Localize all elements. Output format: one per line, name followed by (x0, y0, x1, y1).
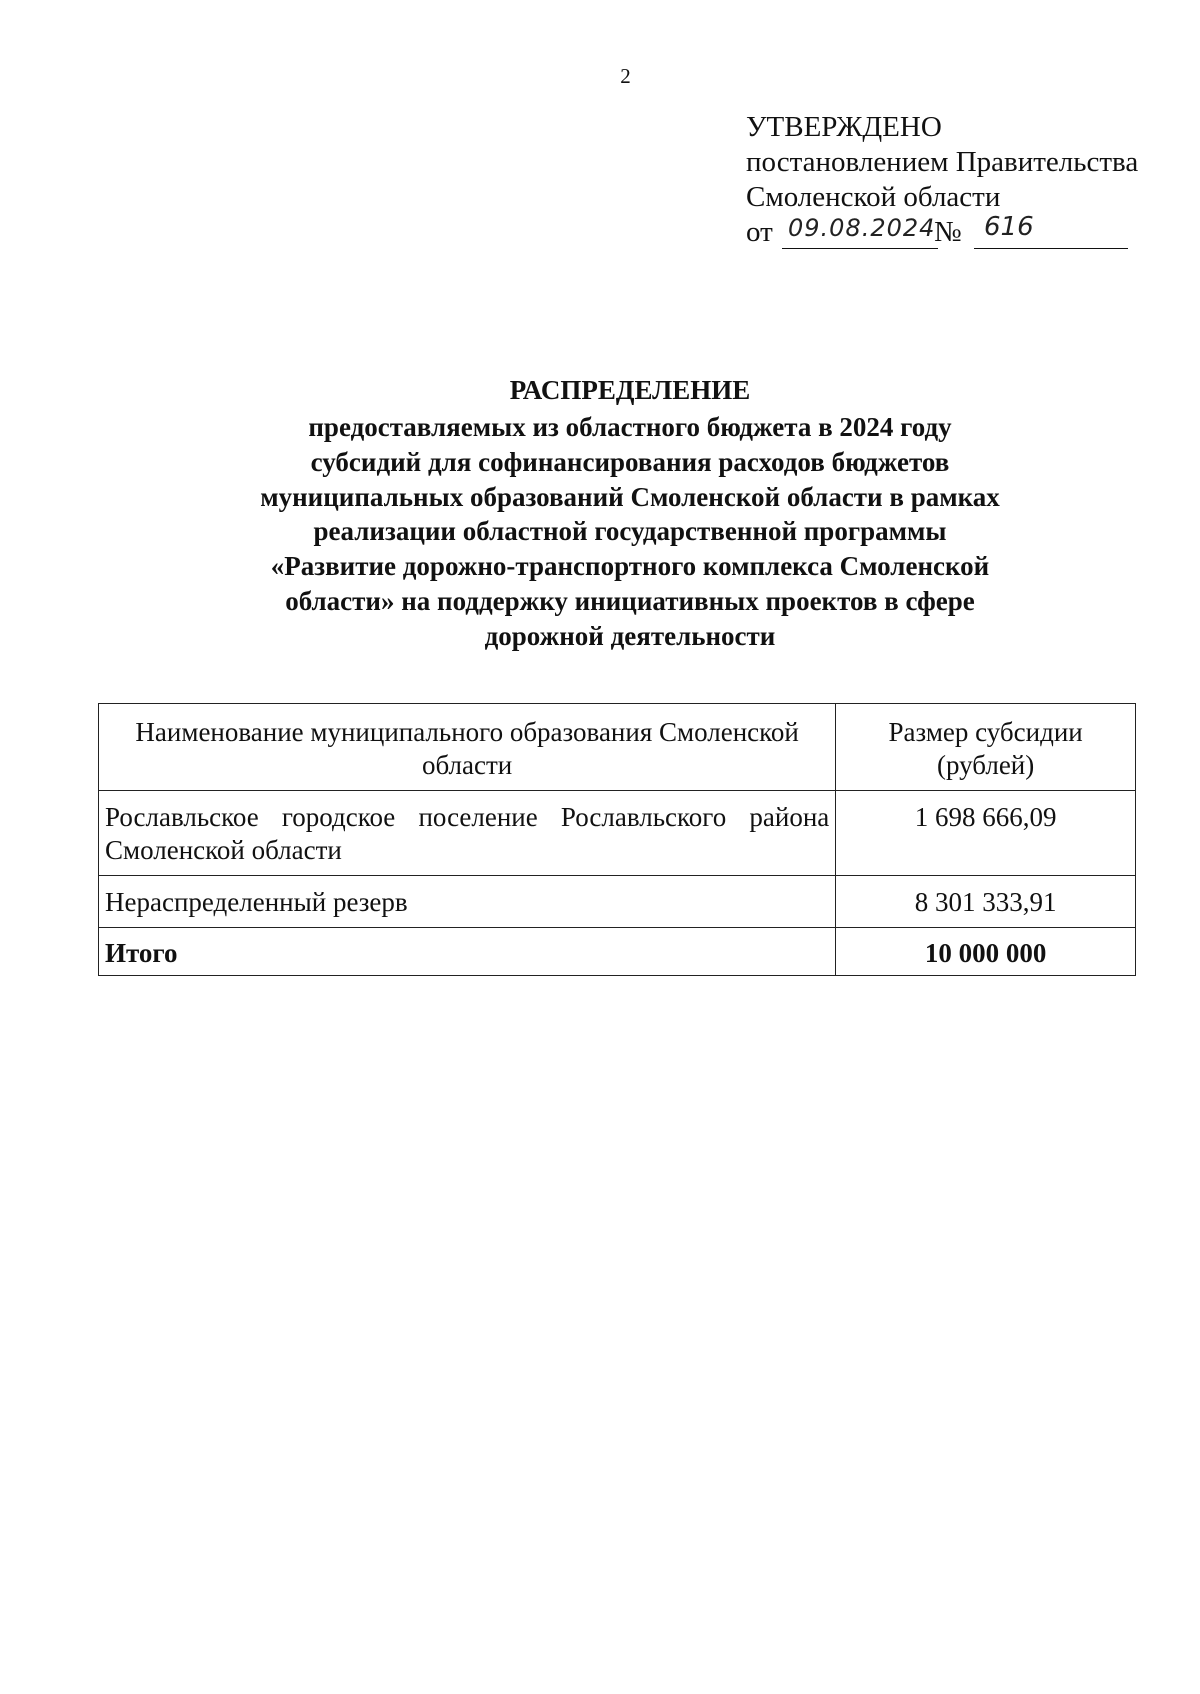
approval-line-1: постановлением Правительства (746, 146, 1139, 178)
date-underline (782, 248, 938, 249)
total-amount: 10 000 000 (836, 928, 1136, 976)
handwritten-number: 616 (984, 212, 1034, 242)
municipality-name: Нераспределенный резерв (99, 876, 836, 928)
total-label: Итого (99, 928, 836, 976)
approval-date-row (746, 212, 1126, 251)
number-underline (974, 248, 1128, 249)
approval-line-2: Смоленской области (746, 181, 1001, 213)
subsidy-amount: 1 698 666,09 (836, 791, 1136, 876)
approval-stamp (746, 110, 1139, 251)
number-prefix: № (934, 216, 962, 248)
subsidy-amount: 8 301 333,91 (836, 876, 1136, 928)
municipality-name: Рославльское городское поселение Рославльского района Смоленской области (99, 791, 836, 876)
page-number: 2 (620, 64, 631, 88)
table-row (99, 791, 1136, 876)
document-title: РАСПРЕДЕЛЕНИЕ (509, 375, 751, 405)
header-subsidy-amount: Размер субсидии (рублей) (836, 704, 1136, 791)
date-prefix: от (746, 216, 773, 248)
handwritten-date: 09.08.2024 (788, 214, 936, 242)
distribution-table (98, 703, 1136, 976)
approval-heading: УТВЕРЖДЕНО (746, 111, 942, 143)
table-total-row (99, 928, 1136, 976)
table-row (99, 876, 1136, 928)
table-header-row (99, 704, 1136, 791)
header-municipality: Наименование муниципального образования Смоленской области (99, 704, 836, 791)
document-subtitle: предоставляемых из областного бюджета в 2024 году субсидий для софинансирования расходов бюджетов муниципальных образований Смоленской области в рамках реализации областной государственной программы «Развитие дорожно-транспортного комплекса Смоленской области» на поддержку инициативных проектов в сфере дорожной деятельности (260, 412, 1000, 651)
